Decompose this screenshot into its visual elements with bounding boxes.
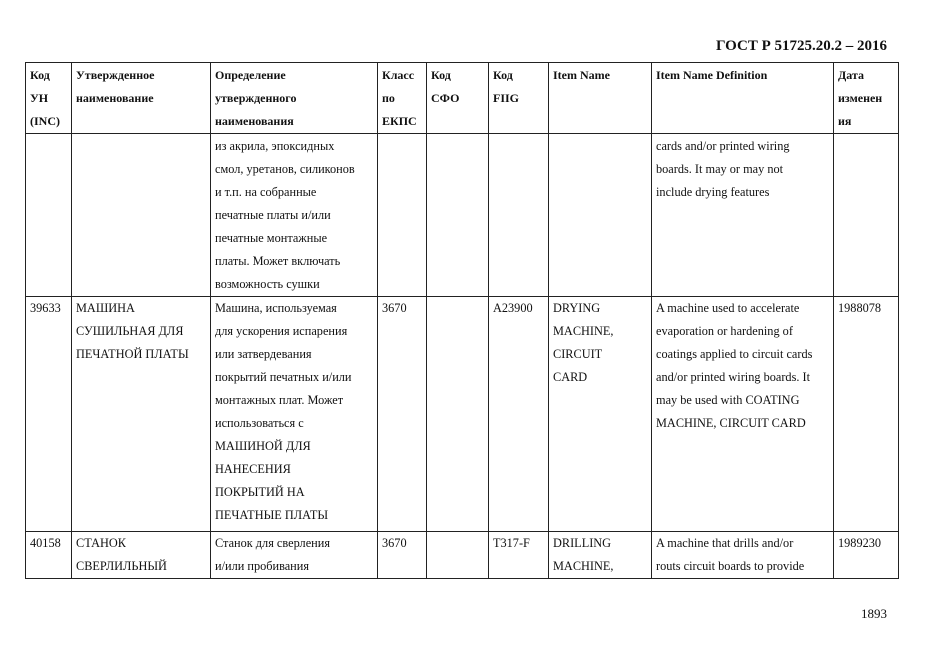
cell-definition: Станок для сверления и/или пробивания xyxy=(211,532,378,579)
cell-item-name: DRILLING MACHINE, xyxy=(549,532,652,579)
cell-item-definition: A machine used to accelerate evaporation or hardening of coatings applied to circuit cards and/or printed wiring boards. It may be used with COATING MACHINE, CIRCUIT CARD xyxy=(652,297,834,532)
cell-approved-name xyxy=(72,134,211,297)
header-sfo: Код СФО xyxy=(427,63,489,134)
table-header-row xyxy=(26,63,899,134)
cell-approved-name: СТАНОК СВЕРЛИЛЬНЫЙ xyxy=(72,532,211,579)
cell-definition: из акрила, эпоксидных смол, уретанов, силиконов и т.п. на собранные печатные платы и/или печатные монтажные платы. Может включать возможность сушки xyxy=(211,134,378,297)
cell-fiig: A23900 xyxy=(489,297,549,532)
header-class: Класс по ЕКПС xyxy=(378,63,427,134)
cell-item-name xyxy=(549,134,652,297)
cell-item-definition: cards and/or printed wiring boards. It may or may not include drying features xyxy=(652,134,834,297)
cell-inc: 40158 xyxy=(26,532,72,579)
table-row xyxy=(26,532,899,579)
cell-inc: 39633 xyxy=(26,297,72,532)
header-item-definition: Item Name Definition xyxy=(652,63,834,134)
cell-item-definition: A machine that drills and/or routs circuit boards to provide xyxy=(652,532,834,579)
cell-class: 3670 xyxy=(378,532,427,579)
item-name-table xyxy=(25,62,899,579)
table-row xyxy=(26,134,899,297)
header-fiig: Код FIIG xyxy=(489,63,549,134)
cell-sfo xyxy=(427,297,489,532)
cell-date: 1989230 xyxy=(834,532,899,579)
page-number: 1893 xyxy=(861,606,887,621)
cell-fiig: T317-F xyxy=(489,532,549,579)
header-approved-name: Утвержденное наименование xyxy=(72,63,211,134)
cell-sfo xyxy=(427,134,489,297)
header-item-name: Item Name xyxy=(549,63,652,134)
cell-inc xyxy=(26,134,72,297)
cell-item-name: DRYING MACHINE, CIRCUIT CARD xyxy=(549,297,652,532)
cell-class: 3670 xyxy=(378,297,427,532)
document-title: ГОСТ Р 51725.20.2 – 2016 xyxy=(715,38,887,54)
header-definition: Определение утвержденного наименования xyxy=(211,63,378,134)
cell-class xyxy=(378,134,427,297)
header-date: Дата изменен ия xyxy=(834,63,899,134)
cell-fiig xyxy=(489,134,549,297)
cell-date xyxy=(834,134,899,297)
cell-sfo xyxy=(427,532,489,579)
cell-date: 1988078 xyxy=(834,297,899,532)
table-row xyxy=(26,297,899,532)
cell-definition: Машина, используемая для ускорения испарения или затвердевания покрытий печатных и/или монтажных плат. Может использоваться с МАШИНОЙ ДЛЯ НАНЕСЕНИЯ ПОКРЫТИЙ НА ПЕЧАТНЫЕ ПЛАТЫ xyxy=(211,297,378,532)
header-inc: Код УН (INC) xyxy=(26,63,72,134)
cell-approved-name: МАШИНА СУШИЛЬНАЯ ДЛЯ ПЕЧАТНОЙ ПЛАТЫ xyxy=(72,297,211,532)
